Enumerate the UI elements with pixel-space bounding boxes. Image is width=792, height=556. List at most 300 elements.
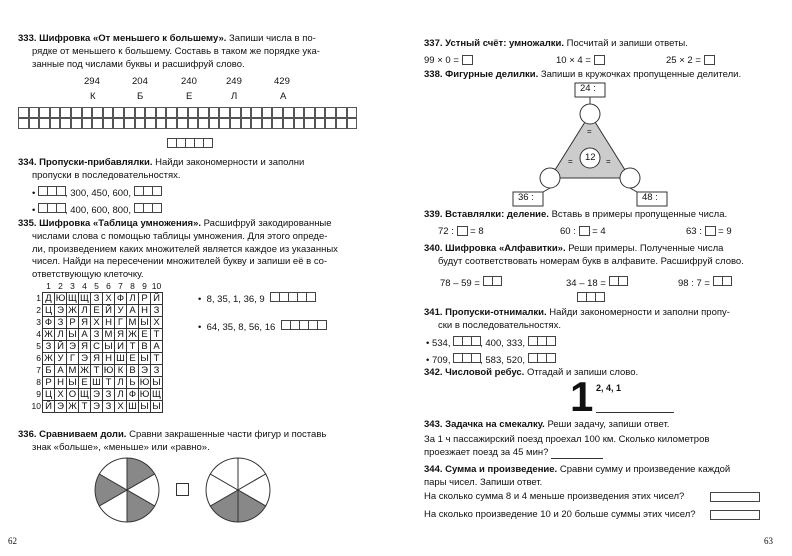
task-text: знак «больше», «меньше» или «равно». xyxy=(32,441,210,453)
sequence-text: , 400, 333, xyxy=(480,337,526,349)
answer-cell[interactable] xyxy=(145,107,156,118)
task-342 xyxy=(424,367,784,380)
table-cell: Т xyxy=(79,401,91,413)
table-cell: З xyxy=(151,305,163,317)
answer-cell[interactable] xyxy=(315,118,326,129)
answer-cell[interactable] xyxy=(241,118,252,129)
code-numbers: 64, 35, 8, 56, 16 xyxy=(206,321,276,333)
table-cell: Т xyxy=(151,353,163,365)
table-row xyxy=(30,329,163,341)
table-cell: Ж xyxy=(68,401,77,412)
number: 249 xyxy=(226,76,242,87)
table-cell: О xyxy=(67,389,79,401)
table-cell: Н xyxy=(103,353,115,365)
table-cell: Ж xyxy=(68,305,77,316)
task-340 xyxy=(424,243,784,269)
answer-boxes[interactable] xyxy=(713,276,731,291)
task-title: 339. Вставлялки: деление. xyxy=(424,209,549,220)
table-cell: Ь xyxy=(127,377,139,389)
answer-cell[interactable] xyxy=(262,118,273,129)
answer-boxes[interactable] xyxy=(134,186,161,201)
table-cell: Э xyxy=(55,401,67,413)
answer-boxes[interactable] xyxy=(281,320,326,335)
table-cell: Ю xyxy=(103,365,114,376)
table-cell: Ю xyxy=(139,389,150,400)
table-row xyxy=(30,365,163,377)
sequence-1: • 534, , 400, 333, xyxy=(424,336,784,351)
task-336 xyxy=(18,429,370,455)
sequence-text: , 400, 600, 800, xyxy=(64,205,131,217)
table-cell: В xyxy=(139,341,151,353)
answer-boxes[interactable] xyxy=(528,336,555,351)
answer-cell[interactable] xyxy=(82,118,93,129)
left-label: 36 : xyxy=(518,192,534,203)
answer-cell[interactable] xyxy=(198,107,209,118)
answer-cell[interactable] xyxy=(219,118,230,129)
table-cell: Л xyxy=(127,293,139,305)
exercise-text: = 9 xyxy=(718,226,732,237)
table-cell: Э xyxy=(91,401,103,413)
sequence-text: , 583, 520, xyxy=(480,355,526,367)
answer-cell[interactable] xyxy=(294,118,305,129)
table-cell: Ы xyxy=(104,341,113,352)
answer-boxes[interactable] xyxy=(270,292,315,307)
answer-cell[interactable] xyxy=(29,118,40,129)
answer-cell[interactable] xyxy=(92,107,103,118)
table-cell: Ш xyxy=(116,353,125,364)
task-text: Реши примеры. Полученные числа xyxy=(565,243,724,254)
answer-cell[interactable] xyxy=(18,118,29,129)
answer-cell[interactable] xyxy=(283,118,294,129)
answer-cell[interactable] xyxy=(230,107,241,118)
answer-cell[interactable] xyxy=(230,118,241,129)
answer-cell[interactable] xyxy=(304,107,315,118)
table-cell: Е xyxy=(91,305,103,317)
answer-box[interactable] xyxy=(579,226,590,236)
row-header: 4 xyxy=(36,329,41,339)
table-cell: Ц xyxy=(43,389,55,401)
row-header: 1 xyxy=(36,293,41,303)
answer-field[interactable] xyxy=(710,492,760,505)
table-cell: И xyxy=(115,341,127,353)
answer-cell[interactable] xyxy=(29,107,40,118)
answer-cell[interactable] xyxy=(177,107,188,118)
task-text: рядке от меньшего к большему. Составь в таком же порядке ука- xyxy=(32,45,320,57)
task-text: Запиши в кружочках пропущенные делители. xyxy=(538,69,742,80)
equals-sign: = xyxy=(606,157,611,166)
table-cell: Р xyxy=(43,377,55,389)
answer-cell[interactable] xyxy=(304,118,315,129)
table-row xyxy=(30,305,163,317)
column-header: 2 xyxy=(58,281,63,291)
answer-grid[interactable] xyxy=(18,107,358,131)
answer-cell[interactable] xyxy=(50,118,61,129)
exercise xyxy=(440,276,501,291)
answer-cell[interactable] xyxy=(60,107,71,118)
answer-box[interactable] xyxy=(457,226,468,236)
answer-cell[interactable] xyxy=(156,107,167,118)
table-cell: Х xyxy=(55,389,67,401)
table-cell: Й xyxy=(55,341,67,353)
sequence-1: • , 300, 450, 600, xyxy=(18,186,370,201)
table-cell: У xyxy=(55,353,67,365)
task-text: Расшифруй закодированные xyxy=(201,218,332,229)
task-title: 340. Шифровка «Алфавитки». xyxy=(424,243,566,254)
table-cell: Е xyxy=(79,377,91,389)
task-text: чисел. Найди на пересечении множителей букву и запиши её в со- xyxy=(32,256,328,268)
table-cell: Щ xyxy=(80,293,89,304)
table-cell: З xyxy=(103,389,115,401)
task-text: За 1 ч пассажирский поезд проехал 100 км. Сколько километров xyxy=(424,433,710,445)
answer-box[interactable] xyxy=(594,55,605,65)
task-335 xyxy=(18,218,370,282)
exercise-text: 34 – 18 = xyxy=(566,277,606,289)
task-text: ответствующую клеточку. xyxy=(32,269,144,281)
table-cell: Ы xyxy=(68,377,77,388)
fraction-circle-right xyxy=(203,455,273,525)
table-cell: Ж xyxy=(80,365,89,376)
table-cell: Т xyxy=(127,341,139,353)
row-header: 5 xyxy=(36,341,41,351)
answer-boxes[interactable] xyxy=(38,186,65,201)
exercise xyxy=(556,55,605,68)
row-header: 2 xyxy=(36,305,41,315)
answer-cell[interactable] xyxy=(166,107,177,118)
table-cell: Х xyxy=(103,293,115,305)
task-text: Сравни закрашенные части фигур и поставь xyxy=(126,429,327,440)
column-header: 1 xyxy=(46,281,51,291)
table-cell: А xyxy=(79,329,91,341)
table-cell: З xyxy=(55,317,67,329)
answer-cell[interactable] xyxy=(209,118,220,129)
task-text: проезжает поезд за 45 мин? xyxy=(424,446,549,458)
task-text: Вставь в примеры пропущенные числа. xyxy=(548,209,728,220)
task-text: будут соответствовать номерам букв в алфавите. Расшифруй слово. xyxy=(438,255,744,267)
row-header: 3 xyxy=(36,317,41,327)
number: 240 xyxy=(181,76,197,87)
top-label: 24 : xyxy=(580,83,596,94)
table-cell: В xyxy=(127,365,139,377)
exercise-text: 78 – 59 = xyxy=(440,277,480,289)
column-header: 3 xyxy=(70,281,75,291)
letter: К xyxy=(90,91,96,102)
answer-line[interactable] xyxy=(551,458,603,459)
exercise-text: 72 : xyxy=(438,226,454,237)
exercise xyxy=(566,276,627,291)
divisor-circle-right xyxy=(620,168,640,188)
answer-box[interactable] xyxy=(462,55,473,65)
answer-cell[interactable] xyxy=(177,118,188,129)
table-cell: Р xyxy=(139,293,151,305)
exercise xyxy=(560,226,606,239)
letter: Е xyxy=(186,91,193,102)
sequence-text: 534, xyxy=(431,337,451,349)
task-text: числами слова с помощью таблицы умножения. Для этого опреде- xyxy=(32,230,328,242)
answer-boxes[interactable] xyxy=(453,336,480,351)
table-cell: Э xyxy=(91,389,103,401)
answer-cell[interactable] xyxy=(145,118,156,129)
answer-cell[interactable] xyxy=(113,107,124,118)
code-2: • 64, 35, 8, 56, 16 xyxy=(198,320,326,335)
table-cell: У xyxy=(115,305,127,317)
task-text: Посчитай и запиши ответы. xyxy=(564,38,688,49)
column-header: 8 xyxy=(130,281,135,291)
answer-box[interactable] xyxy=(704,55,715,65)
answer-cell[interactable] xyxy=(156,118,167,129)
table-cell: Э xyxy=(67,341,79,353)
answer-boxes[interactable] xyxy=(134,203,161,218)
answer-cell[interactable] xyxy=(103,107,114,118)
task-title: 334. Пропуски-прибавлялки. xyxy=(18,157,153,168)
answer-cell[interactable] xyxy=(135,118,146,129)
task-text: занные под числами буквы и расшифруй слово. xyxy=(32,58,245,70)
table-cell: Р xyxy=(67,317,79,329)
exercise-text: 10 × 4 = xyxy=(556,55,591,66)
answer-cell[interactable] xyxy=(124,118,135,129)
task-text: ски в последовательностях. xyxy=(438,319,562,331)
exercise xyxy=(666,55,715,68)
table-cell: Ц xyxy=(43,305,55,317)
answer-cell[interactable] xyxy=(166,118,177,129)
table-cell: З xyxy=(91,329,103,341)
rebus-hint: 2, 4, 1 xyxy=(596,383,622,393)
answer-cell[interactable] xyxy=(251,107,262,118)
answer-cell[interactable] xyxy=(336,107,347,118)
table-row xyxy=(30,341,163,353)
table-cell: Ы xyxy=(140,317,149,328)
answer-cell[interactable] xyxy=(39,118,50,129)
answer-cell[interactable] xyxy=(71,118,82,129)
table-row xyxy=(30,377,163,389)
table-cell: Ж xyxy=(44,329,53,340)
number: 294 xyxy=(84,76,100,87)
answer-cell[interactable] xyxy=(251,118,262,129)
column-header: 9 xyxy=(142,281,147,291)
table-cell: Ж xyxy=(44,353,53,364)
answer-cell[interactable] xyxy=(135,107,146,118)
table-cell: Ю xyxy=(55,293,66,304)
table-cell: Ф xyxy=(127,389,139,401)
letter: Б xyxy=(137,91,144,102)
answer-cell[interactable] xyxy=(209,107,220,118)
task-text: Сравни сумму и произведение каждой xyxy=(557,464,731,475)
table-row xyxy=(30,317,163,329)
task-text: Запиши числа в по- xyxy=(226,33,316,44)
answer-boxes[interactable] xyxy=(167,138,212,153)
table-row xyxy=(30,401,163,413)
table-cell: Л xyxy=(115,389,127,401)
page-number: 63 xyxy=(764,536,773,546)
task-333 xyxy=(18,33,370,71)
table-cell: Г xyxy=(115,317,127,329)
letter: Л xyxy=(231,91,238,102)
row-header: 6 xyxy=(36,353,41,363)
table-cell: Я xyxy=(79,341,91,353)
task-text-line xyxy=(424,447,784,460)
table-cell: Ф xyxy=(43,317,55,329)
answer-cell[interactable] xyxy=(325,107,336,118)
task-title: 342. Числовой ребус. xyxy=(424,367,525,378)
answer-cell[interactable] xyxy=(188,107,199,118)
task-text: Отгадай и запиши слово. xyxy=(524,367,639,378)
table-cell: Й xyxy=(103,305,115,317)
task-338 xyxy=(424,69,784,82)
table-cell: Я xyxy=(115,329,127,341)
task-text: пары чисел. Запиши ответ. xyxy=(424,476,543,488)
table-cell: К xyxy=(115,365,127,377)
task-title: 344. Сумма и произведение. xyxy=(424,464,558,475)
task-334 xyxy=(18,157,370,218)
table-cell: Х xyxy=(91,317,103,329)
rebus-number: 1 xyxy=(570,373,594,420)
answer-cell[interactable] xyxy=(82,107,93,118)
answer-cell[interactable] xyxy=(336,118,347,129)
sequence-text: 709, xyxy=(431,355,451,367)
exercise-text: = 4 xyxy=(592,226,606,237)
divisor-circle-left xyxy=(540,168,560,188)
column-header: 4 xyxy=(82,281,87,291)
answer-cell[interactable] xyxy=(325,118,336,129)
exercise-text: 63 : xyxy=(686,226,702,237)
table-cell: Ю xyxy=(139,377,150,388)
code-1: • 8, 35, 1, 36, 9 xyxy=(198,292,315,307)
table-cell: Щ xyxy=(152,389,161,400)
table-cell: Ы xyxy=(152,377,161,388)
table-cell: Й xyxy=(43,401,55,413)
code-numbers: 8, 35, 1, 36, 9 xyxy=(206,293,265,305)
row-header: 10 xyxy=(31,401,41,411)
table-row xyxy=(30,353,163,365)
answer-cell[interactable] xyxy=(39,107,50,118)
answer-cell[interactable] xyxy=(315,107,326,118)
answer-cell[interactable] xyxy=(124,107,135,118)
column-header: 6 xyxy=(106,281,111,291)
table-cell: З xyxy=(151,365,163,377)
sequence-text: , 300, 450, 600, xyxy=(64,187,131,199)
table-cell: Т xyxy=(91,365,103,377)
table-cell: Щ xyxy=(80,389,89,400)
answer-box[interactable] xyxy=(705,226,716,236)
answer-boxes[interactable] xyxy=(483,276,501,291)
column-header: 5 xyxy=(94,281,99,291)
table-cell: Н xyxy=(103,317,115,329)
answer-cell[interactable] xyxy=(18,107,29,118)
table-row xyxy=(30,389,163,401)
task-337 xyxy=(424,38,776,51)
table-cell: Я xyxy=(91,353,103,365)
table-cell: Е xyxy=(139,329,151,341)
table-cell: З xyxy=(91,293,103,305)
task-341 xyxy=(424,307,784,368)
table-cell: Х xyxy=(115,401,127,413)
table-cell: Ш xyxy=(128,401,137,412)
answer-line[interactable] xyxy=(596,412,674,413)
right-label: 48 : xyxy=(642,192,658,203)
table-cell: М xyxy=(103,329,115,341)
number: 429 xyxy=(274,76,290,87)
task-text: ли, произведением каких множителей является каждое из указанных xyxy=(32,243,338,255)
table-cell: Ы xyxy=(152,401,161,412)
table-cell: Э xyxy=(55,305,67,317)
answer-field[interactable] xyxy=(710,510,760,523)
table-cell: Т xyxy=(151,329,163,341)
answer-cell[interactable] xyxy=(283,107,294,118)
answer-cell[interactable] xyxy=(219,107,230,118)
table-cell: С xyxy=(91,341,103,353)
task-title: 343. Задачка на смекалку. xyxy=(424,419,545,430)
task-343 xyxy=(424,419,784,459)
answer-cell[interactable] xyxy=(294,107,305,118)
table-cell: А xyxy=(127,305,139,317)
sequence-2: • , 400, 600, 800, xyxy=(18,203,370,218)
task-344 xyxy=(424,464,784,490)
answer-boxes[interactable] xyxy=(38,203,65,218)
task-title: 338. Фигурные делилки. xyxy=(424,69,539,80)
answer-boxes[interactable] xyxy=(609,276,627,291)
answer-cell[interactable] xyxy=(113,118,124,129)
answer-cell[interactable] xyxy=(272,118,283,129)
answer-cell[interactable] xyxy=(60,118,71,129)
table-cell: Д xyxy=(43,293,55,305)
task-title: 341. Пропуски-отнималки. xyxy=(424,307,547,318)
compare-box[interactable] xyxy=(176,483,189,496)
table-cell: М xyxy=(127,317,139,329)
answer-cell[interactable] xyxy=(103,118,114,129)
table-cell: Ы xyxy=(140,401,149,412)
question-1 xyxy=(424,491,684,504)
table-cell: Ф xyxy=(115,293,127,305)
answer-cell[interactable] xyxy=(347,118,358,129)
answer-cell[interactable] xyxy=(347,107,358,118)
answer-cell[interactable] xyxy=(241,107,252,118)
table-cell: А xyxy=(55,365,67,377)
table-cell: Ш xyxy=(92,377,101,388)
answer-cell[interactable] xyxy=(50,107,61,118)
answer-cell[interactable] xyxy=(188,118,199,129)
answer-cell[interactable] xyxy=(92,118,103,129)
exercise xyxy=(424,55,473,68)
equals-sign: = xyxy=(587,127,592,136)
task-text: Реши задачу, запиши ответ. xyxy=(544,419,670,430)
table-cell: Ж xyxy=(128,329,137,340)
exercise-text: = 8 xyxy=(470,226,484,237)
row-header: 9 xyxy=(36,389,41,399)
exercise xyxy=(678,276,731,291)
table-row xyxy=(30,293,163,305)
table-cell: Я xyxy=(79,317,91,329)
table-cell: М xyxy=(67,365,79,377)
task-text: пропуски в последовательностях. xyxy=(32,169,181,181)
table-cell: З xyxy=(103,401,115,413)
number: 204 xyxy=(132,76,148,87)
letter: А xyxy=(280,91,287,102)
table-cell: Ы xyxy=(68,329,77,340)
question-text: На сколько сумма 8 и 4 меньше произведения этих чисел? xyxy=(424,491,685,502)
question-2 xyxy=(424,509,696,522)
table-cell: Э xyxy=(139,365,151,377)
table-cell: Е xyxy=(127,353,139,365)
multiplication-table xyxy=(30,281,163,413)
answer-cell[interactable] xyxy=(198,118,209,129)
answer-cell[interactable] xyxy=(262,107,273,118)
answer-cell[interactable] xyxy=(272,107,283,118)
answer-boxes[interactable] xyxy=(577,292,604,307)
exercise xyxy=(686,226,732,239)
answer-cell[interactable] xyxy=(71,107,82,118)
table-cell: Н xyxy=(55,377,67,389)
divisor-circle-top xyxy=(580,104,600,124)
exercise-text: 60 : xyxy=(560,226,576,237)
